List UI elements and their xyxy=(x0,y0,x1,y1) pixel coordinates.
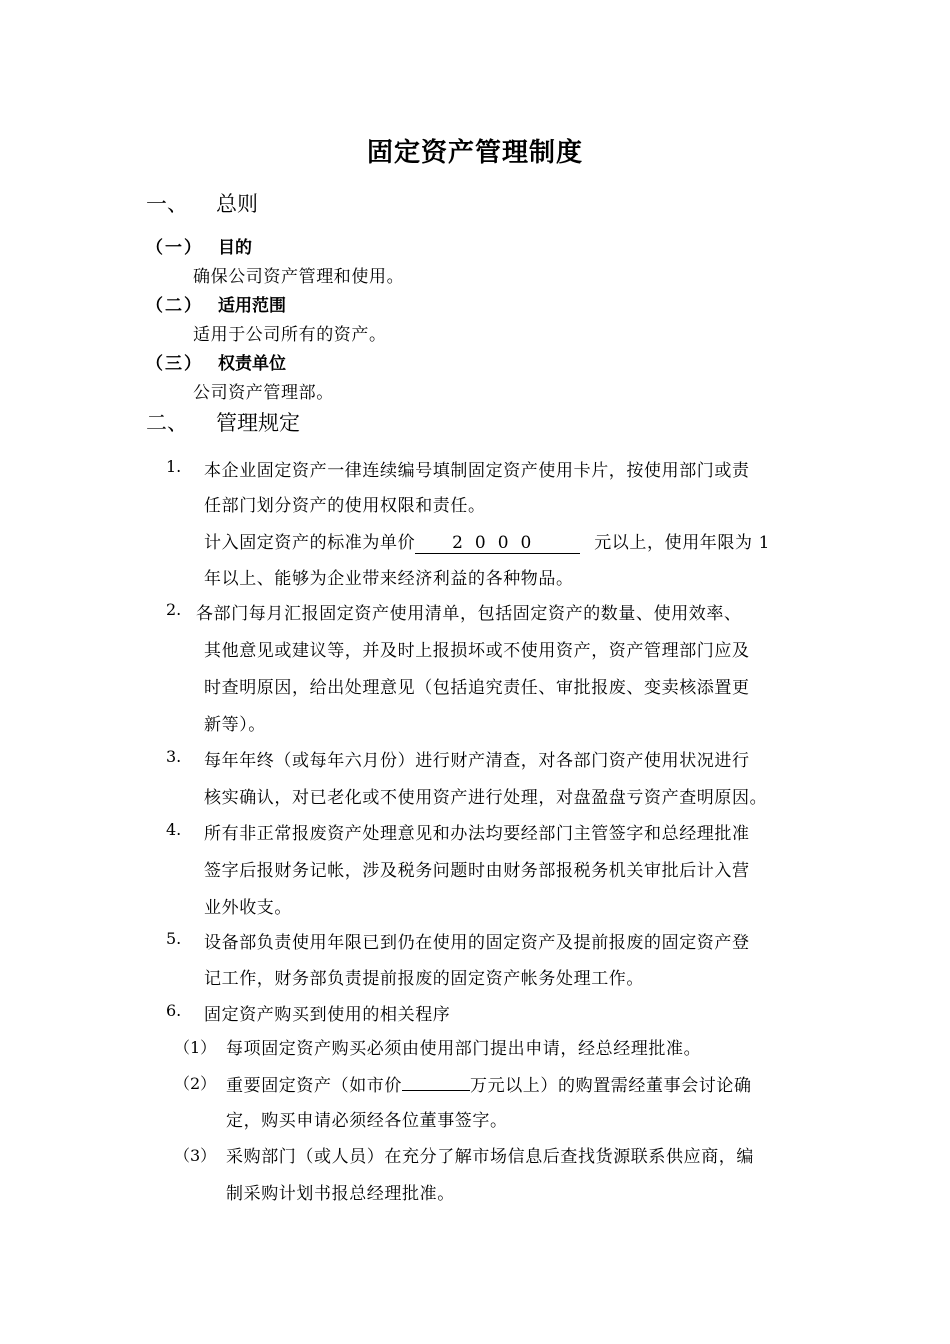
rule-5-line-2: 记工作，财务部负责提前报废的固定资产帐务处理工作。 xyxy=(204,969,644,989)
rule-1-standard-line-2: 年以上、能够为企业带来经济利益的各种物品。 xyxy=(204,569,574,589)
subsection-2-title: 适用范围 xyxy=(218,296,286,316)
rule-2-number: 2. xyxy=(166,600,182,619)
rule-4-line-2: 签字后报财务记帐，涉及税务问题时由财务部报税务机关审批后计入营 xyxy=(204,861,750,881)
rule-1-line-1: 本企业固定资产一律连续编号填制固定资产使用卡片，按使用部门或责 xyxy=(204,461,750,481)
unit-price-blank: 2000 xyxy=(415,533,580,554)
subsection-1-title: 目的 xyxy=(218,238,252,258)
rule-1-number: 1. xyxy=(166,457,182,476)
rule-1-standard-suffix: 元以上，使用年限为 1 xyxy=(594,533,771,553)
rule-2-line-4: 新等）。 xyxy=(204,715,266,735)
subsection-3-text: 公司资产管理部。 xyxy=(193,383,334,403)
rule-2-line-3: 时查明原因，给出处理意见（包括追究责任、审批报废、变卖核添置更 xyxy=(204,678,750,698)
rule-3-line-2: 核实确认，对已老化或不使用资产进行处理，对盘盈盘亏资产查明原因。 xyxy=(204,788,768,808)
subsection-1-number: （一） xyxy=(146,238,203,258)
procedure-3-number: （3） xyxy=(174,1146,217,1165)
procedure-3-line-2: 制采购计划书报总经理批准。 xyxy=(226,1184,455,1204)
rule-4-line-3: 业外收支。 xyxy=(204,898,292,918)
rule-4-line-1: 所有非正常报废资产处理意见和办法均要经部门主管签字和总经理批准 xyxy=(204,824,750,844)
procedure-1-line-1: 每项固定资产购买必须由使用部门提出申请，经总经理批准。 xyxy=(226,1039,702,1059)
rule-5-line-1: 设备部负责使用年限已到仍在使用的固定资产及提前报废的固定资产登 xyxy=(204,933,750,953)
rule-4-number: 4. xyxy=(166,820,182,839)
subsection-3-number: （三） xyxy=(146,354,203,374)
subsection-3-title: 权责单位 xyxy=(218,354,286,374)
procedure-2-line-1 xyxy=(226,1070,752,1096)
rule-2-line-1: 各部门每月汇报固定资产使用清单，包括固定资产的数量、使用效率、 xyxy=(196,604,742,624)
subsection-2-text: 适用于公司所有的资产。 xyxy=(193,325,387,345)
rule-5-number: 5. xyxy=(166,929,182,948)
document-title: 固定资产管理制度 xyxy=(366,138,583,168)
subsection-1-text: 确保公司资产管理和使用。 xyxy=(193,267,405,287)
rule-1-standard-prefix: 计入固定资产的标准为单价 xyxy=(204,533,416,553)
procedure-2-suffix: 万元以上）的购置需经董事会讨论确 xyxy=(470,1076,752,1096)
procedure-1-number: （1） xyxy=(174,1038,217,1057)
rule-1-line-2: 任部门划分资产的使用权限和责任。 xyxy=(204,496,486,516)
market-price-blank xyxy=(402,1070,470,1091)
procedure-2-line-2: 定，购买申请必须经各位董事签字。 xyxy=(226,1111,508,1131)
section-1-number: 一、 xyxy=(146,192,188,216)
procedure-2-number: （2） xyxy=(174,1074,217,1093)
procedure-2-prefix: 重要固定资产（如市价 xyxy=(226,1076,402,1096)
rule-2-line-2: 其他意见或建议等，并及时上报损坏或不使用资产，资产管理部门应及 xyxy=(204,641,750,661)
procedure-3-line-1: 采购部门（或人员）在充分了解市场信息后查找货源联系供应商，编 xyxy=(226,1147,754,1167)
section-1-title: 总则 xyxy=(216,192,258,216)
subsection-2-number: （二） xyxy=(146,296,203,316)
rule-6-number: 6. xyxy=(166,1001,182,1020)
section-2-title: 管理规定 xyxy=(216,411,300,435)
rule-3-number: 3. xyxy=(166,747,182,766)
rule-3-line-1: 每年年终（或每年六月份）进行财产清查，对各部门资产使用状况进行 xyxy=(204,751,750,771)
rule-1-standard-line xyxy=(204,528,770,554)
rule-6-line-1: 固定资产购买到使用的相关程序 xyxy=(204,1005,451,1025)
section-2-number: 二、 xyxy=(146,411,188,435)
